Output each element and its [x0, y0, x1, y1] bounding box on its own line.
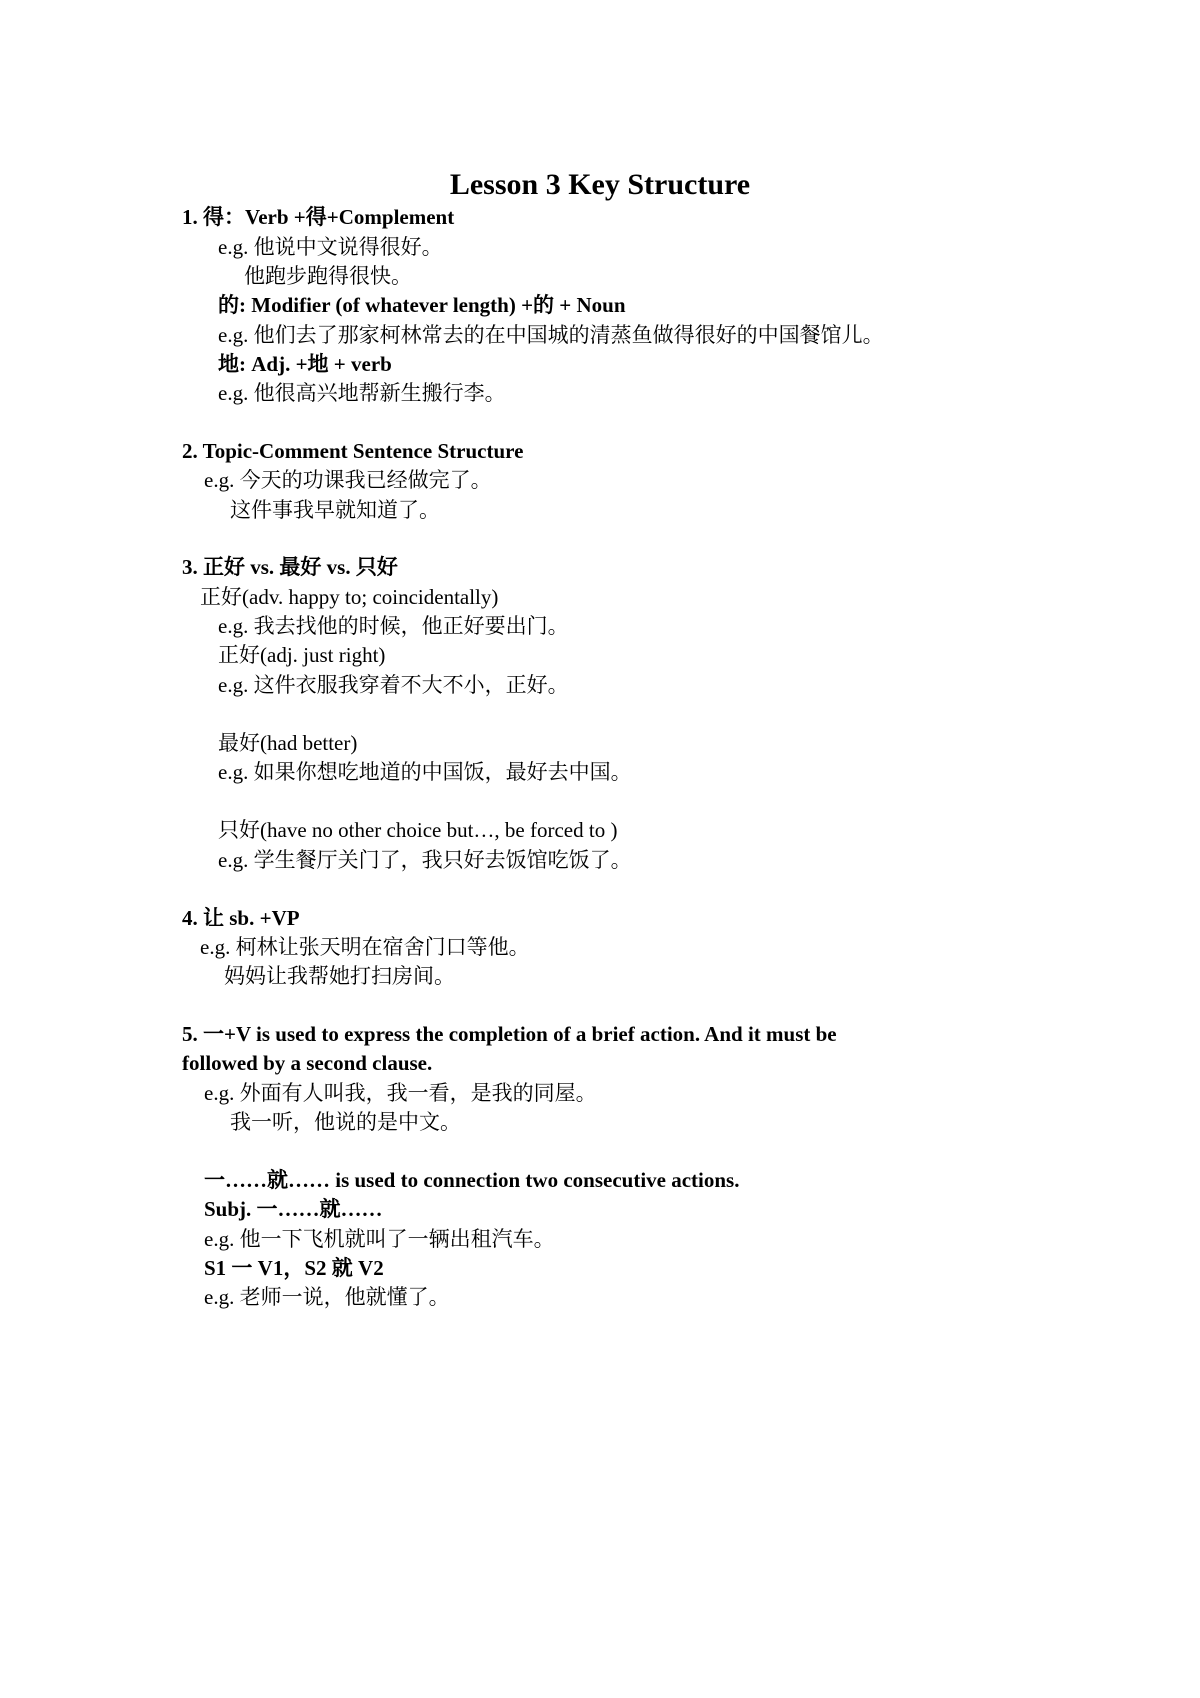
section-1-example-1: e.g. 他说中文说得很好。	[218, 235, 443, 259]
de-example: e.g. 他们去了那家柯林常去的在中国城的清蒸鱼做得很好的中国餐馆儿。	[218, 323, 884, 347]
di-heading: 地: Adj. +地 + verb	[218, 352, 392, 376]
section-1-heading: 1. 得：Verb +得+Complement	[182, 205, 455, 229]
de-heading: 的: Modifier (of whatever length) +的 + Noun	[218, 293, 626, 317]
di-example: e.g. 他很高兴地帮新生搬行李。	[218, 381, 506, 405]
section-2-example-2: 这件事我早就知道了。	[230, 498, 440, 522]
section-2-example-1: e.g. 今天的功课我已经做完了。	[204, 468, 492, 492]
section-3-heading: 3. 正好 vs. 最好 vs. 只好	[182, 555, 398, 579]
section-1-example-2: 他跑步跑得很快。	[244, 264, 412, 288]
section-4-example-2: 妈妈让我帮她打扫房间。	[224, 964, 455, 988]
subj-yi-jiu-pattern: Subj. 一……就……	[204, 1197, 383, 1221]
s1-s2-example: e.g. 老师一说，他就懂了。	[204, 1285, 450, 1309]
zhihao-definition: 只好(have no other choice but…, be forced to )	[218, 818, 618, 842]
subj-yi-jiu-example: e.g. 他一下飞机就叫了一辆出租汽车。	[204, 1227, 555, 1251]
section-4-heading: 4. 让 sb. +VP	[182, 906, 300, 930]
section-5-example-1: e.g. 外面有人叫我，我一看，是我的同屋。	[204, 1081, 597, 1105]
zhenghao-adj-example: e.g. 这件衣服我穿着不大不小，正好。	[218, 673, 569, 697]
zuihao-example: e.g. 如果你想吃地道的中国饭，最好去中国。	[218, 760, 632, 784]
zhenghao-adj-definition: 正好(adj. just right)	[218, 643, 386, 667]
section-5-heading-line-1: 5. 一+V is used to express the completion of a brief action. And it must be	[182, 1022, 837, 1046]
zuihao-definition: 最好(had better)	[218, 731, 358, 755]
section-2-heading: 2. Topic-Comment Sentence Structure	[182, 439, 524, 463]
zhihao-example: e.g. 学生餐厅关门了，我只好去饭馆吃饭了。	[218, 848, 632, 872]
zhenghao-adv-definition: 正好(adv. happy to; coincidentally)	[200, 585, 499, 609]
section-4-example-1: e.g. 柯林让张天明在宿舍门口等他。	[200, 935, 530, 959]
section-5-example-2: 我一听，他说的是中文。	[230, 1110, 461, 1134]
page-title: Lesson 3 Key Structure	[449, 168, 751, 201]
s1-s2-pattern: S1 一 V1，S2 就 V2	[204, 1256, 384, 1280]
section-5-heading-line-2: followed by a second clause.	[182, 1051, 433, 1075]
zhenghao-adv-example: e.g. 我去找他的时候，他正好要出门。	[218, 614, 569, 638]
yi-jiu-heading: 一……就…… is used to connection two consecutive actions.	[204, 1168, 740, 1192]
